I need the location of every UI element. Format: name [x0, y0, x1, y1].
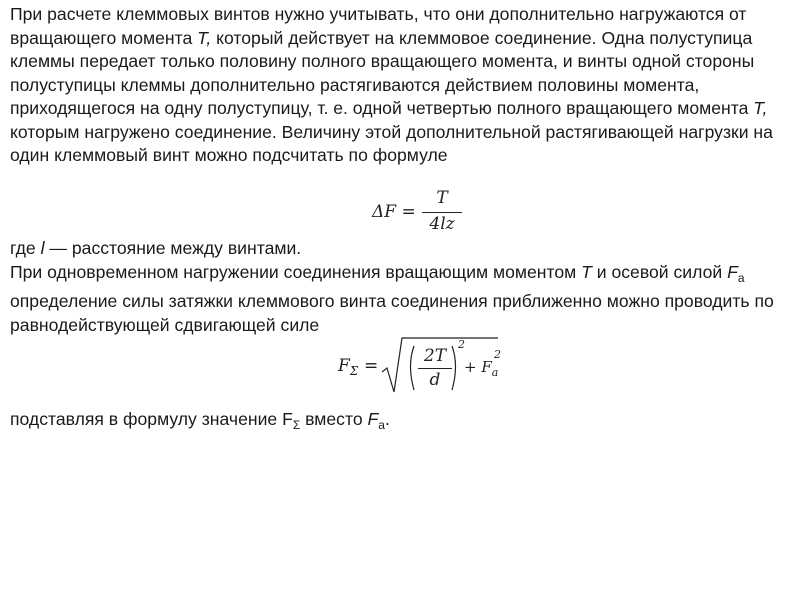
exponent-2: 2	[458, 338, 465, 351]
fraction-bar	[418, 368, 452, 369]
text-segment: определение силы затяжки клеммового винта соединения приближенно можно проводить по равнодействующей сдвигающей силе	[10, 291, 774, 335]
paragraph-definitions-and-combined-load	[10, 237, 795, 337]
text-segment: который действует на клеммовое соединение. Одна полуступица клеммы передает только половину полного вращающего момента, и винты одной стороны полуступицы клеммы дополнительно растягиваются действием половины момента, приходящегося на одну полуступицу, т. е. одной четвертью полного вращающего момента	[10, 27, 755, 118]
symbol-T: T	[581, 261, 592, 282]
text-segment: вместо	[300, 409, 368, 429]
text-segment: При одновременном нагружении соединения вращающим моментом	[10, 261, 582, 282]
text-segment: где	[10, 238, 41, 258]
formula-lhs-subscript: Σ	[349, 364, 359, 378]
symbol-T: Т,	[197, 27, 212, 48]
fraction-denominator: 4lz	[429, 214, 455, 234]
formula-resultant-force	[338, 332, 508, 400]
equals-sign: =	[364, 356, 379, 376]
formula-lhs-symbol: F	[338, 356, 350, 376]
subscript-a: a	[737, 270, 745, 285]
plus-term-text: + F	[464, 358, 492, 376]
text-segment: .	[384, 409, 390, 429]
exponent-2: 2	[494, 348, 501, 361]
formula-fraction	[422, 188, 462, 236]
text-segment: — расстояние между винтами.	[44, 238, 302, 258]
fraction-bar	[422, 212, 462, 213]
formula-lhs	[338, 356, 358, 378]
formula-lhs: ΔF =	[372, 202, 416, 222]
plus-term-subscript: a	[491, 366, 499, 379]
text-segment: подставляя в формулу значение F	[10, 409, 293, 429]
subscript-a: a	[378, 418, 385, 432]
symbol-l: l	[40, 238, 45, 258]
text-segment: и осевой силой	[591, 261, 728, 282]
fraction-numerator: T	[436, 188, 448, 208]
text-segment: При расчете клеммовых винтов нужно учитывать, что они дополнительно нагружаются от вращающего момента	[10, 4, 747, 48]
symbol-F: F	[727, 261, 738, 282]
symbol-F: F	[367, 409, 379, 429]
symbol-T: Т,	[753, 98, 768, 118]
subscript-sigma: Σ	[292, 418, 301, 432]
fraction-denominator: d	[429, 370, 441, 390]
paragraph-clamp-screws	[10, 3, 795, 168]
plus-term	[464, 358, 498, 379]
text-segment: которым нагружено соединение. Величину этой дополнительной растягивающей нагрузки на один клеммовый винт можно подсчитать по формуле	[10, 121, 773, 165]
fraction-numerator: 2T	[423, 346, 447, 366]
paragraph-substitution-note	[10, 408, 795, 438]
formula-delta-f	[372, 188, 472, 236]
formula-fraction	[418, 346, 452, 392]
